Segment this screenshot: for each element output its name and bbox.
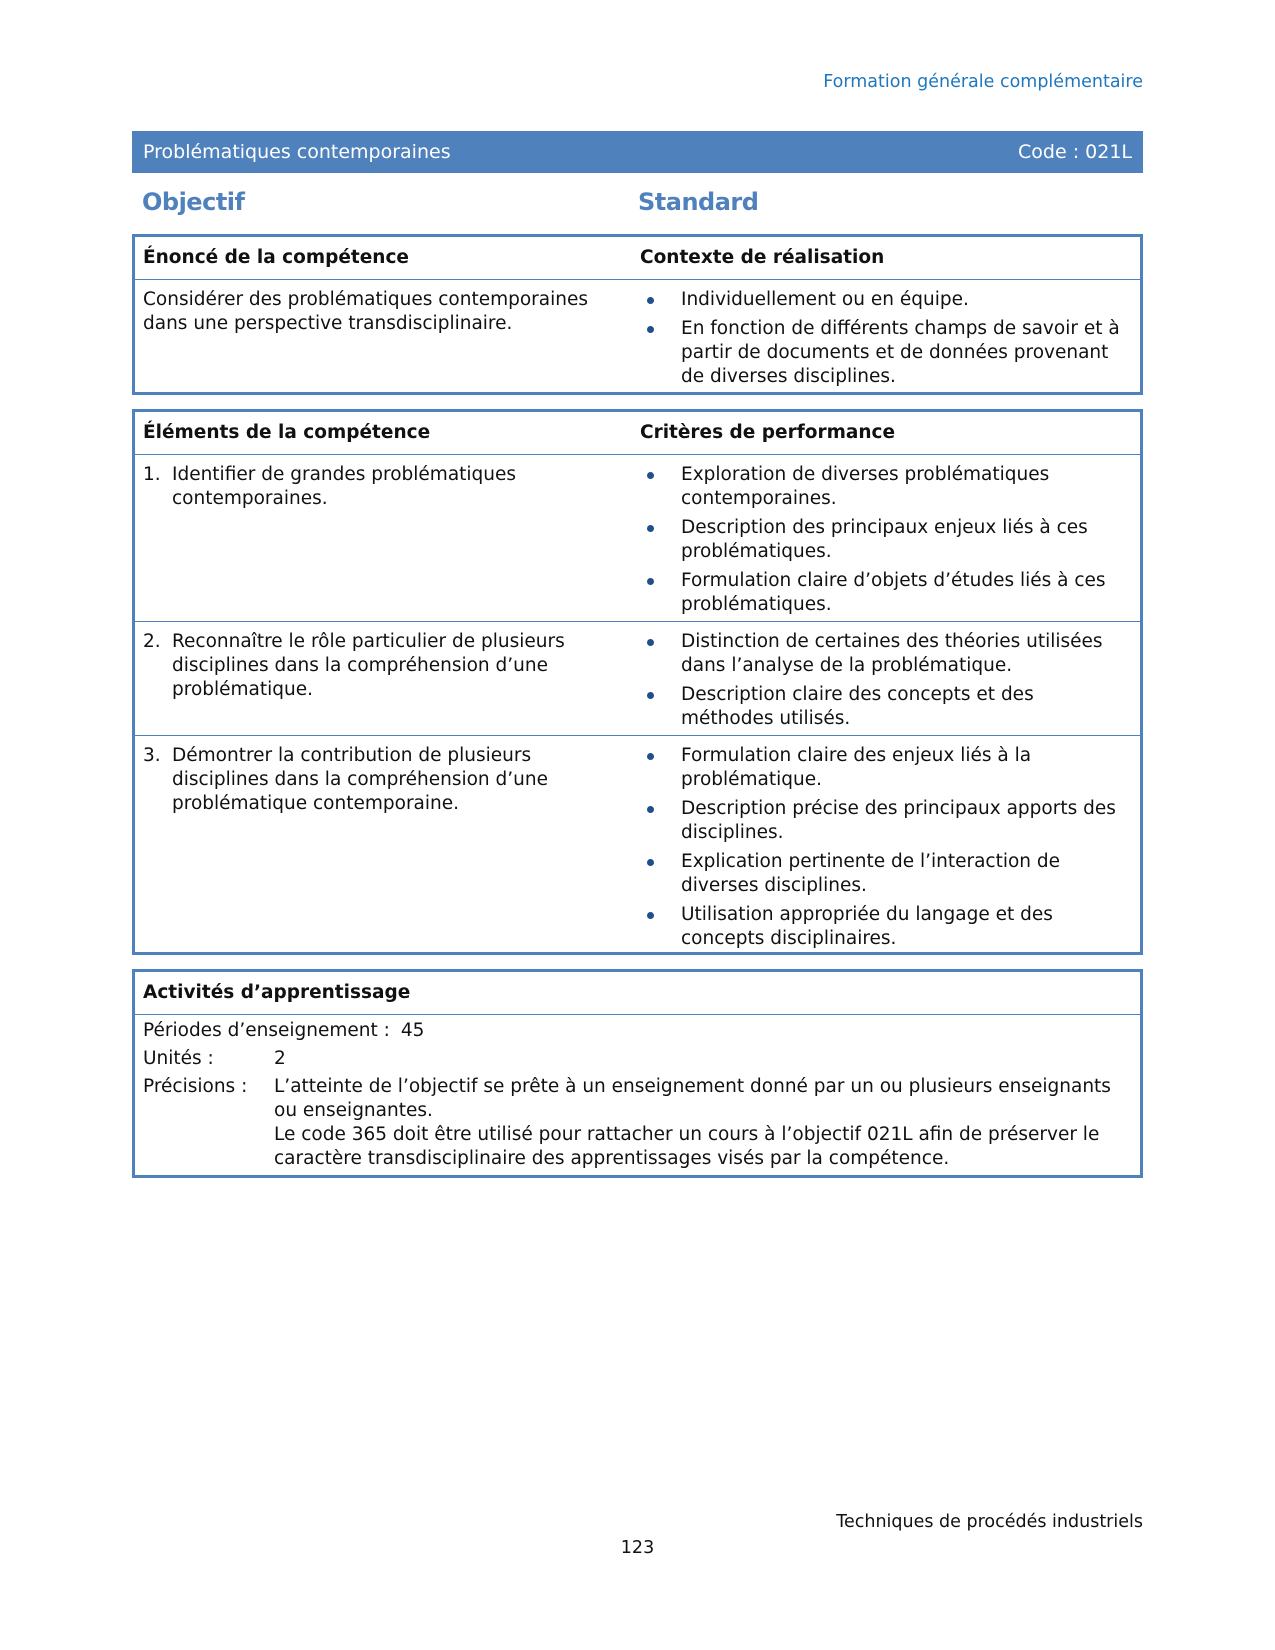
periods-value: 45: [400, 1020, 425, 1041]
page-number: 123: [620, 1538, 655, 1558]
element-row-2: [135, 621, 1140, 735]
element-cell: [135, 622, 632, 735]
units-label: Unités :: [143, 1048, 214, 1069]
list-item: [143, 630, 624, 702]
units-value: 2: [274, 1048, 286, 1069]
periods-label: Périodes d’enseignement :: [143, 1020, 390, 1041]
list-item: Exploration de diverses problématiques contemporaines.: [640, 463, 1132, 511]
list-item: Utilisation appropriée du langage et des concepts disciplinaires.: [640, 903, 1132, 951]
list-item: [143, 744, 624, 816]
criteria-cell: [632, 455, 1140, 621]
list-item: Distinction de certaines des théories utilisées dans l’analyse de la problématique.: [640, 630, 1132, 678]
elements-heading: Éléments de la compétence: [143, 422, 431, 443]
course-title: Problématiques contemporaines: [143, 141, 451, 163]
periods-line: [143, 1019, 1132, 1043]
element-number: 2.: [143, 631, 161, 652]
element-text: Identifier de grandes problématiques contemporaines.: [172, 464, 517, 509]
bullet-icon: [647, 692, 654, 699]
list-item: Formulation claire d’objets d’études liés à ces problématiques.: [640, 569, 1132, 617]
element-cell: [135, 736, 632, 954]
bullet-icon: [647, 753, 654, 760]
list-item: Description claire des concepts et des méthodes utilisés.: [640, 683, 1132, 731]
course-code: Code : 021L: [1018, 141, 1132, 163]
box-content-row: [135, 279, 1140, 395]
list-item: Explication pertinente de l’interaction de diverses disciplines.: [640, 850, 1132, 898]
footer-program-name: Techniques de procédés industriels: [836, 1512, 1143, 1532]
details-paragraph: L’atteinte de l’objectif se prête à un enseignement donné par un ou plusieurs enseignants ou enseignantes.: [274, 1076, 1111, 1121]
criteria-cell: [632, 622, 1140, 735]
context-heading: Contexte de réalisation: [640, 247, 885, 268]
activities-body: [135, 1015, 1140, 1183]
element-row-1: [135, 454, 1140, 621]
element-text: Reconnaître le rôle particulier de plusieurs disciplines dans la compréhension d’une problématique.: [172, 631, 565, 700]
bullet-icon: [647, 525, 654, 532]
standard-heading: Standard: [638, 188, 759, 216]
list-item: Description précise des principaux apports des disciplines.: [640, 797, 1132, 845]
element-number: 1.: [143, 464, 161, 485]
bullet-icon: [647, 472, 654, 479]
details-label: Précisions :: [143, 1076, 248, 1097]
units-line: [143, 1047, 1132, 1071]
bullet-icon: [647, 639, 654, 646]
details-line: [143, 1075, 1132, 1171]
objective-heading: Objectif: [142, 188, 245, 216]
statement-heading: Énoncé de la compétence: [143, 247, 409, 268]
competence-elements-box: [132, 409, 1143, 955]
details-paragraph: Le code 365 doit être utilisé pour rattacher un cours à l’objectif 021L afin de préserver le caractère transdisciplinaire des apprentissages visés par la compétence.: [274, 1124, 1100, 1169]
box-header-row: [135, 412, 1140, 454]
running-header-title: Formation générale complémentaire: [823, 72, 1143, 92]
competence-statement-box: [132, 234, 1143, 395]
list-item: [143, 463, 624, 511]
context-list-cell: [632, 280, 1140, 395]
bullet-icon: [647, 859, 654, 866]
context-list: [640, 288, 1132, 389]
bullet-icon: [647, 806, 654, 813]
bullet-icon: [647, 326, 654, 333]
list-item: Formulation claire des enjeux liés à la problématique.: [640, 744, 1132, 792]
element-text: Démontrer la contribution de plusieurs disciplines dans la compréhension d’une problématique contemporaine.: [172, 745, 548, 814]
list-item: Description des principaux enjeux liés à ces problématiques.: [640, 516, 1132, 564]
criteria-cell: [632, 736, 1140, 954]
competence-statement: Considérer des problématiques contemporaines dans une perspective transdisciplinaire.: [143, 289, 588, 334]
list-item: En fonction de différents champs de savoir et à partir de documents et de données provenant de diverses disciplines.: [640, 317, 1132, 389]
details-text: [274, 1075, 1132, 1171]
learning-activities-box: [132, 969, 1143, 1178]
bullet-icon: [647, 297, 654, 304]
element-cell: [135, 455, 632, 621]
bullet-icon: [647, 912, 654, 919]
course-title-bar: [132, 131, 1143, 173]
list-item: Individuellement ou en équipe.: [640, 288, 1132, 312]
element-row-3: [135, 735, 1140, 954]
bullet-icon: [647, 578, 654, 585]
element-number: 3.: [143, 745, 161, 766]
box-header-row: [135, 237, 1140, 279]
criteria-heading: Critères de performance: [640, 422, 896, 443]
activities-heading: Activités d’apprentissage: [135, 972, 1140, 1015]
